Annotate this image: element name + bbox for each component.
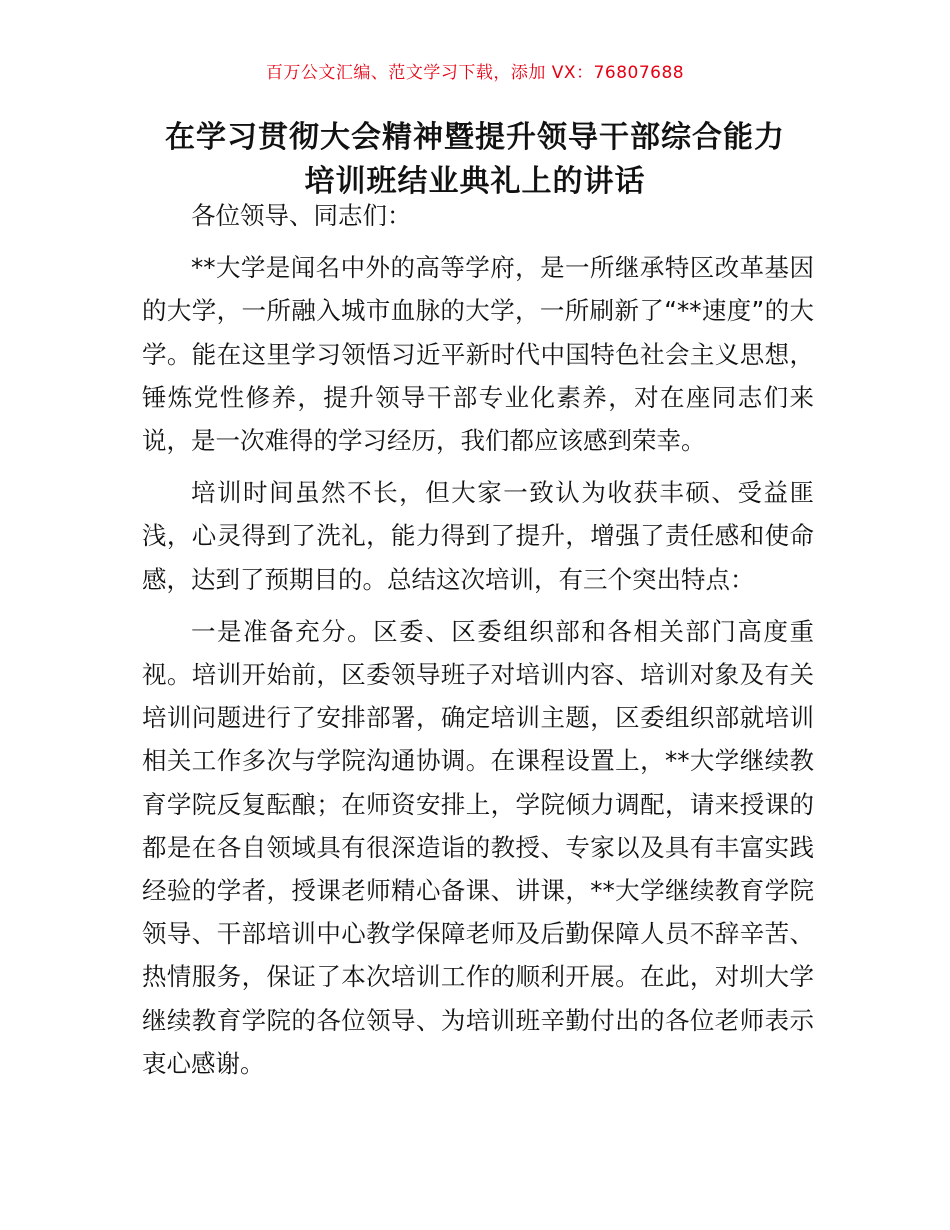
header-note: 百万公文汇编、范文学习下载，添加 VX：76807688 [265,63,685,83]
paragraph: **大学是闻名中外的高等学府，是一所继承特区改革基因的大学，一所融入城市血脉的大学，一所刷新了“**速度”的大学。能在这里学习领悟习近平新时代中国特色社会主义思想，锤炼党性修养，提升领导干部专业化素养，对在座同志们来说，是一次难得的学习经历，我们都应该感到荣幸。 [142,253,814,456]
title-line-1: 在学习贯彻大会精神暨提升领导干部综合能力 [165,120,785,155]
paragraph: 培训时间虽然不长，但大家一致认为收获丰硕、受益匪浅，心灵得到了洗礼，能力得到了提升，增强了责任感和使命感，达到了预期目的。总结这次培训，有三个突出特点： [142,478,814,594]
salutation: 各位领导、同志们： [191,201,412,230]
document-title [0,116,950,204]
document-body [142,194,814,1094]
paragraph: 一是准备充分。区委、区委组织部和各相关部门高度重视。培训开始前，区委领导班子对培训内容、培训对象及有关培训问题进行了安排部署，确定培训主题，区委组织部就培训相关工作多次与学院沟通协调。在课程设置上，**大学继续教育学院反复酝酿；在师资安排上，学院倾力调配，请来授课的都是在各自领域具有很深造诣的教授、专家以及具有丰富实践经验的学者，授课老师精心备课、讲课，**大学继续教育学院领导、干部培训中心教学保障老师及后勤保障人员不辞辛苦、热情服务，保证了本次培训工作的顺利开展。在此，对圳大学继续教育学院的各位领导、为培训班辛勤付出的各位老师表示衷心感谢。 [142,616,814,1078]
title-line-2: 培训班结业典礼上的讲话 [304,164,646,199]
